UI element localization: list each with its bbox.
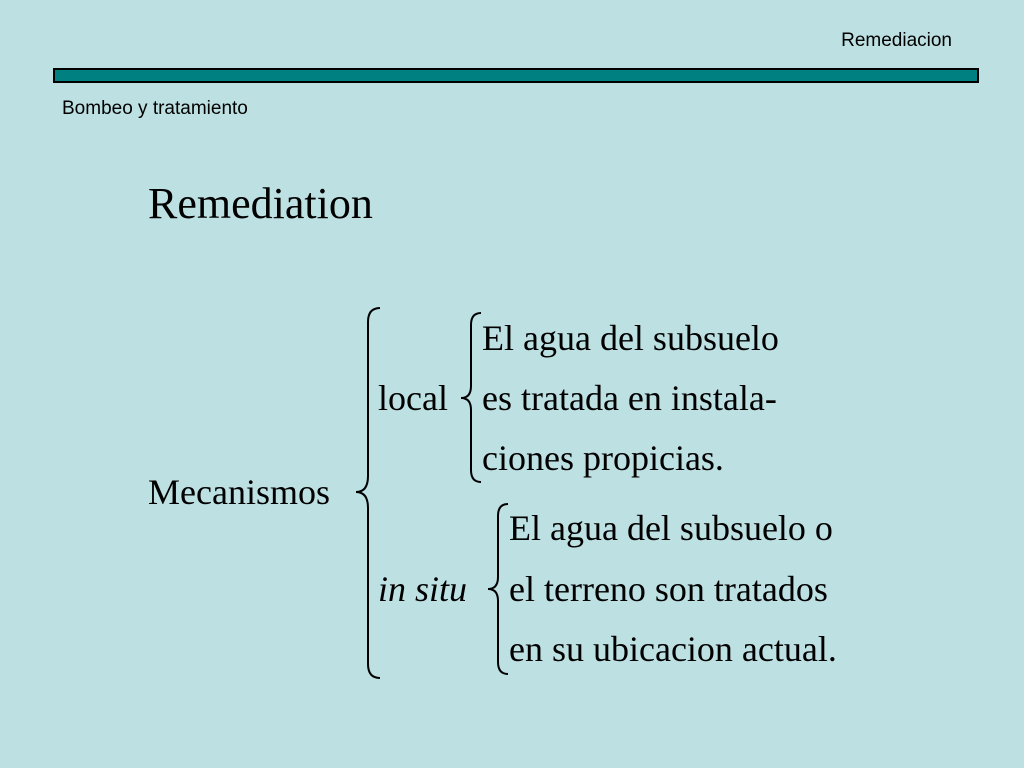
insitu-line-2: el terreno son tratados [509, 569, 828, 609]
local-line-2: es tratada en instala- [482, 378, 777, 418]
root-label-mecanismos: Mecanismos [148, 472, 330, 512]
insitu-line-3: en su ubicacion actual. [509, 629, 837, 669]
insitu-line-1: El agua del subsuelo o [509, 508, 833, 548]
slide-title: Remediation [148, 179, 373, 228]
main-brace [356, 308, 380, 678]
local-line-1: El agua del subsuelo [482, 318, 779, 358]
local-brace [461, 313, 481, 482]
header-subsection-title: Bombeo y tratamiento [62, 98, 248, 119]
branch-label-local: local [378, 378, 448, 418]
header-section-title: Remediacion [841, 30, 952, 51]
branch-label-in-situ: in situ [378, 569, 468, 609]
local-line-3: ciones propicias. [482, 438, 724, 478]
insitu-brace [488, 504, 508, 674]
